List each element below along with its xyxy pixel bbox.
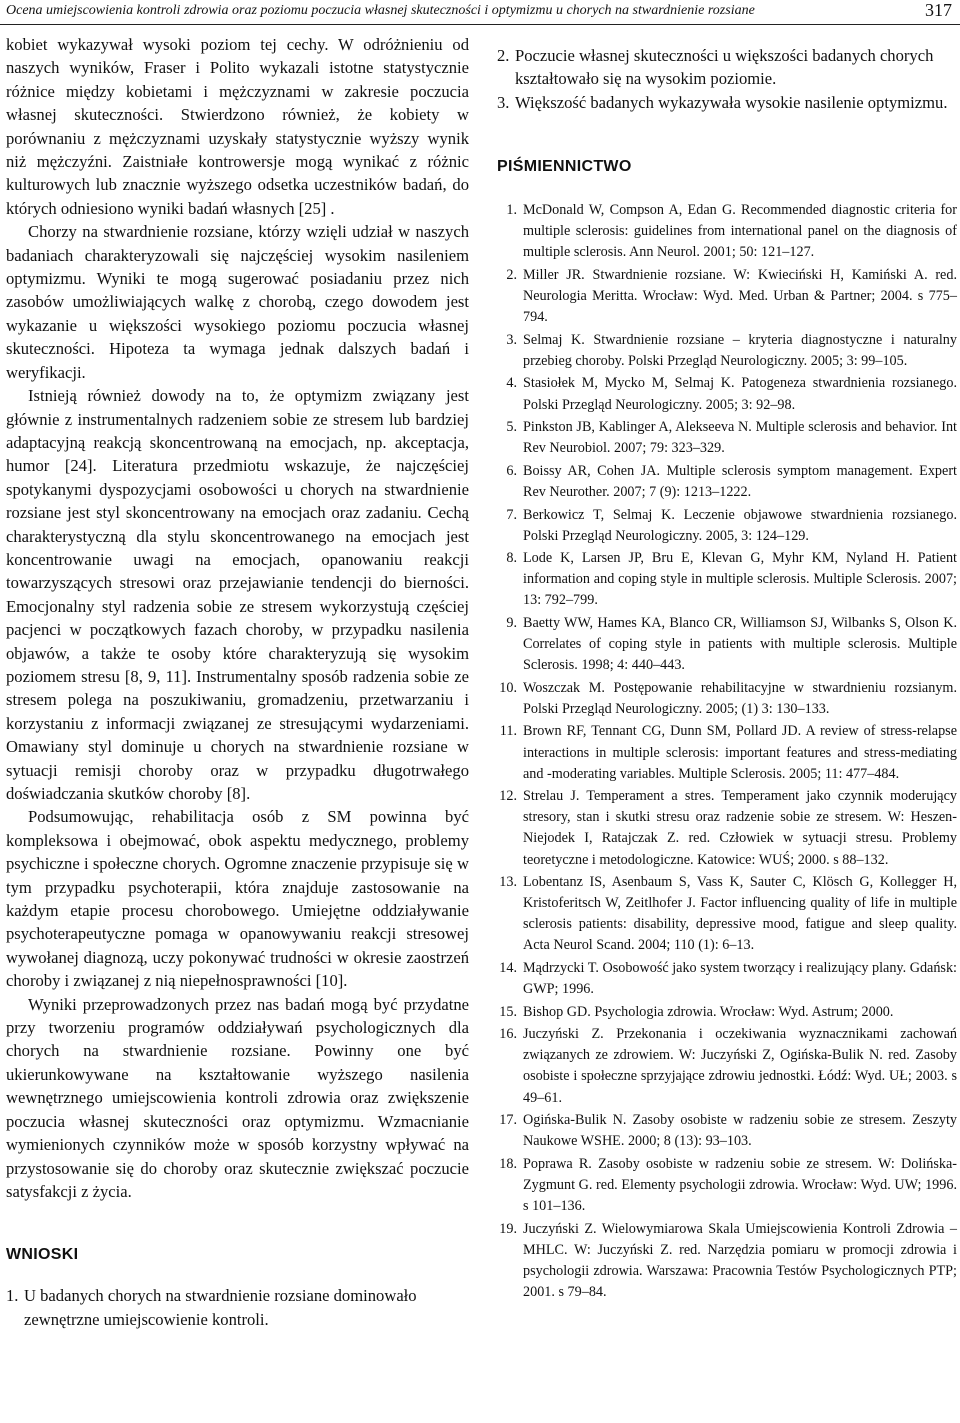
conclusions-heading: WNIOSKI [6,1246,79,1264]
right-column [497,44,957,1305]
reference-text: Berkowicz T, Selmaj K. Leczenie objawowe stwardnienia rozsianego. Polski Przegląd Neurologiczny. 2005, 3: 124–129. [523,506,957,544]
conclusions-list [6,1284,469,1331]
reference-number: 14. [499,960,517,976]
reference-text: Pinkston JB, Kablinger A, Alekseeva N. Multiple sclerosis and behavior. Int Rev Neurobiol. 2007; 79: 323–329. [523,419,957,457]
reference-number: 18. [499,1155,517,1172]
reference-text: Miller JR. Stwardnienie rozsiane. W: Kwieciński H, Kamiński A. red. Neurologia Meritta. Wrocław: Wyd. Med. Urban & Partner; 2004. s 775–794. [523,267,957,326]
reference-number: 17. [499,1112,517,1129]
conclusion-item [497,91,957,114]
reference-number: 15. [499,1003,517,1020]
conclusion-number: 1. [6,1286,19,1306]
body-paragraph: kobiet wykazywał wysoki poziom tej cechy. W odróżnieniu od naszych wyników, Fraser i Polito wykazali istotne statystycznie różnice między kobietami i mężczyznami w zakresie poczucia własnej skuteczności. Stwierdzono również, że kobiety w porównaniu z mężczyznami uzyskały statystycznie wyższy wynik niż mężczyźni. Zaistniałe kontrowersje mogą wynikać z różnic kulturowych lub znacznie wyższego odsetka uczestników badań, do których odniesiono wyniki badań własnych [25] . [6,35,469,218]
reference-text: Poprawa R. Zasoby osobiste w radzeniu sobie ze stresem. W: Dolińska-Zygmunt G. red. Elementy psychologii zdrowia. Wrocław: Wyd. UW; 1996. s 101–136. [523,1155,957,1215]
reference-item [497,1154,957,1217]
header-rule [0,24,960,25]
body-paragraph: Podsumowując, rehabilitacja osób z SM powinna być kompleksowa i obejmować, obok aspektu medycznego, problemy psychiczne i społeczne chorych. Ogromne znaczenie przypisuje się w tym przypadku psychoterapii, która znajduje zastosowanie na każdym etapie procesu chorobowego. Umiejętne oddziaływanie psychoterapeutyczne pomaga w opanowywaniu reakcji stresowej wywołanej diagnozą, uczy pokonywać trudności w okresie zaostrzeń choroby i związanej z nią niepełnosprawności [10]. [6,807,469,991]
reference-number: 5. [506,419,517,436]
conclusion-text: Większość badanych wykazywała wysokie nasilenie optymizmu. [515,92,948,112]
reference-text: Bishop GD. Psychologia zdrowia. Wrocław: Wyd. Astrum; 2000. [523,1003,894,1020]
conclusion-item [497,44,957,91]
reference-text: Mądrzycki T. Osobowość jako system tworzący i realizujący plany. Gdańsk: GWP; 1996. [523,960,957,998]
reference-number: 1. [506,202,517,219]
reference-item [497,548,957,611]
reference-text: McDonald W, Compson A, Edan G. Recommended diagnostic criteria for multiple sclerosis: guidelines from international panel on the diagnosis of multiple sclerosis. Ann Neurol. 2001; 50: 121–127. [523,202,957,261]
reference-text: Juczyński Z. Przekonania i oczekiwania wyznacznikami zachowań związanych ze zdrowiem. W: Juczyński Z, Ogińska-Bulik N. red. Zasoby osobiste i społeczne sprzyjające zdrowiu jednostki. Łódź: Wyd. UŁ; 2003. s 49–61. [523,1026,957,1106]
reference-item [497,417,957,459]
reference-number: 16. [499,1026,517,1043]
reference-number: 12. [499,788,517,805]
reference-number: 10. [499,679,517,696]
reference-item [497,505,957,547]
reference-number: 3. [506,331,517,348]
reference-text: Baetty WW, Hames KA, Blanco CR, Williamson SJ, Wilbanks S, Olson K. Correlates of coping style in patients with multiple sclerosis. Multiple Sclerosis. 1998; 4: 440–443. [523,615,957,674]
conclusion-text: U badanych chorych na stwardnienie rozsiane dominowało zewnętrzne umiejscowienie kontroli. [24,1286,417,1329]
page-number: 317 [925,0,952,20]
reference-number: 7. [506,506,517,523]
reference-item [497,1024,957,1108]
reference-text: Woszczak M. Postępowanie rehabilitacyjne w stwardnieniu rozsianym. Polski Przegląd Neurologiczny. 2005; (1) 3: 130–133. [523,679,957,717]
reference-number: 6. [506,462,517,479]
reference-text: Stasiołek M, Mycko M, Selmaj K. Patogeneza stwardnienia rozsianego. Polski Przegląd Neurologiczny. 2005; 3: 92–98. [523,375,957,413]
reference-item [497,461,957,503]
left-column [6,33,469,1331]
body-paragraph: Wyniki przeprowadzonych przez nas badań mogą być przydatne przy tworzeniu programów oddziaływań psychologicznych dla chorych na stwardnienie rozsiane. Powinny one być ukierunkowywane na kształtowanie wyższego nasilenia wewnętrznego umiejscowienia kontroli zdrowia oraz zwiększenie poczucia własnej skuteczności oraz optymizmu. Wzmacnianie wymienionych czynników może w sposób korzystny wpływać na przystosowanie się do choroby oraz skutecznie zwiększać poczucie satysfakcji z życia. [6,994,469,1201]
conclusion-text: Poczucie własnej skuteczności u większości badanych chorych kształtowało się na wysokim poziomie. [515,46,934,89]
conclusion-number: 2. [497,46,510,65]
running-title: Ocena umiejscowienia kontroli zdrowia oraz poziomu poczucia własnej skuteczności i optymizmu u chorych na stwardnienie rozsiane [6,3,755,18]
reference-text: Boissy AR, Cohen JA. Multiple sclerosis symptom management. Expert Rev Neurother. 2007; 7 (9): 1213–1222. [523,462,957,500]
reference-item [497,265,957,328]
reference-number: 4. [506,375,517,392]
body-paragraph: Chorzy na stwardnienie rozsiane, którzy wzięli udział w naszych badaniach charakteryzowali się najczęściej wysokim nasileniem optymizmu. Wyniki te mogą sugerować posiadaniu przez nich zasobów umożliwiających walkę z chorobą, czego dowodem jest wykazanie u większości wysokiego poziomu poczucia własnej skuteczności. Hipoteza ta wymaga jednak dalszych badań i weryfikacji. [6,222,469,382]
body-paragraph: Istnieją również dowody na to, że optymizm związany jest głównie z instrumentalnych radzeniem sobie ze stresem lub bardziej adaptacyjną reakcją skoncentrowaną na emocjach, np. akceptacja, humor [24]. Literatura przedmiotu wskazuje, że najczęściej spotykanymi dyspozycjami osobowości u chorych na stwardnienie rozsiane jest styl skoncentrowany na emocjach oraz zadaniu. Cechą charakterystyczną dla stylu skoncentrowanego na emocjach jest koncentrowanie uwagi na emocjach, opanowaniu reakcji towarzyszących stresowi oraz przejawianie tendencji do bierności. Emocjonalny styl radzenia sobie ze stresem wykorzystują częściej pacjenci w początkowych fazach choroby, w przypadku nasilenia objawów, a także te osoby które charakteryzują się wysokim poziomem stresu [8, 9, 11]. Instrumentalny sposób radzenia sobie ze stresem polega na poszukiwaniu, gromadzeniu, przetwarzaniu i korzystaniu z informacji związanej ze stresującymi wydarzeniami. Omawiany styl dominuje u chorych na stwardnienie rozsiane w sytuacji remisji choroby oraz w przypadku długotrwałego doświadczania skutków choroby [8]. [6,386,469,803]
reference-item [497,373,957,415]
references-list [497,200,957,1303]
reference-number: 2. [506,267,517,283]
conclusion-number: 3. [497,92,510,112]
reference-item [497,721,957,784]
reference-item [497,1002,957,1023]
references-heading: PIŚMIENNICTWO [497,158,632,176]
reference-item [497,200,957,263]
conclusion-item [6,1284,469,1331]
running-header [0,0,960,26]
reference-number: 9. [506,615,517,631]
reference-item [497,1219,957,1303]
reference-item [497,1110,957,1152]
reference-item [497,330,957,372]
reference-number: 8. [506,550,517,567]
reference-text: Juczyński Z. Wielowymiarowa Skala Umiejscowienia Kontroli Zdrowia – MHLC. W: Juczyński Z. red. Narzędzia pomiaru w promocji zdrowia i psychologii zdrowia. Warszawa: Pracownia Testów Psychologicznych PTP; 2001. s 79–84. [523,1220,957,1300]
reference-item [497,872,957,956]
reference-text: Strelau J. Temperament a stres. Temperament jako czynnik moderujący stresory, stan i skutki stresu oraz radzenie sobie ze stresem. W: Heszen-Niejodek I, Ratajczak Z. red. Człowiek w sytuacji stresu. Problemy teoretyczne i metodologiczne. Katowice: WUŚ; 2000. s 88–132. [523,788,957,868]
reference-text: Lobentanz IS, Asenbaum S, Vass K, Sauter C, Klösch G, Kollegger H, Kristoferitsch W, Zeitlhofer J. Factor influencing quality of life in multiple sclerosis patients: disability, depressive mood, fatigue and sleep quality. Acta Neurol Scand. 2004; 110 (1): 6–13. [523,874,957,954]
reference-number: 19. [499,1220,517,1237]
reference-text: Brown RF, Tennant CG, Dunn SM, Pollard JD. A review of stress-relapse interactions in multiple sclerosis: important features and stress-mediating and -moderating variables. Multiple Sclerosis. 2005; 11: 477–484. [523,723,957,782]
reference-text: Lode K, Larsen JP, Bru E, Klevan G, Myhr KM, Nyland H. Patient information and coping style in multiple sclerosis. Multiple Sclerosis. 2007; 13: 792–799. [523,550,957,609]
reference-number: 13. [499,874,517,891]
reference-number: 11. [499,723,517,740]
reference-item [497,958,957,1000]
reference-item [497,678,957,720]
reference-text: Selmaj K. Stwardnienie rozsiane – kryteria diagnostyczne i naturalny przebieg choroby. Polski Przegląd Neurologiczny. 2005; 3: 99–105. [523,331,957,369]
reference-item [497,613,957,676]
conclusions-list-continued [497,44,957,114]
reference-item [497,786,957,870]
reference-text: Ogińska-Bulik N. Zasoby osobiste w radzeniu sobie ze stresem. Zeszyty Naukowe WSHE. 2000; 8 (13): 93–103. [523,1112,957,1150]
